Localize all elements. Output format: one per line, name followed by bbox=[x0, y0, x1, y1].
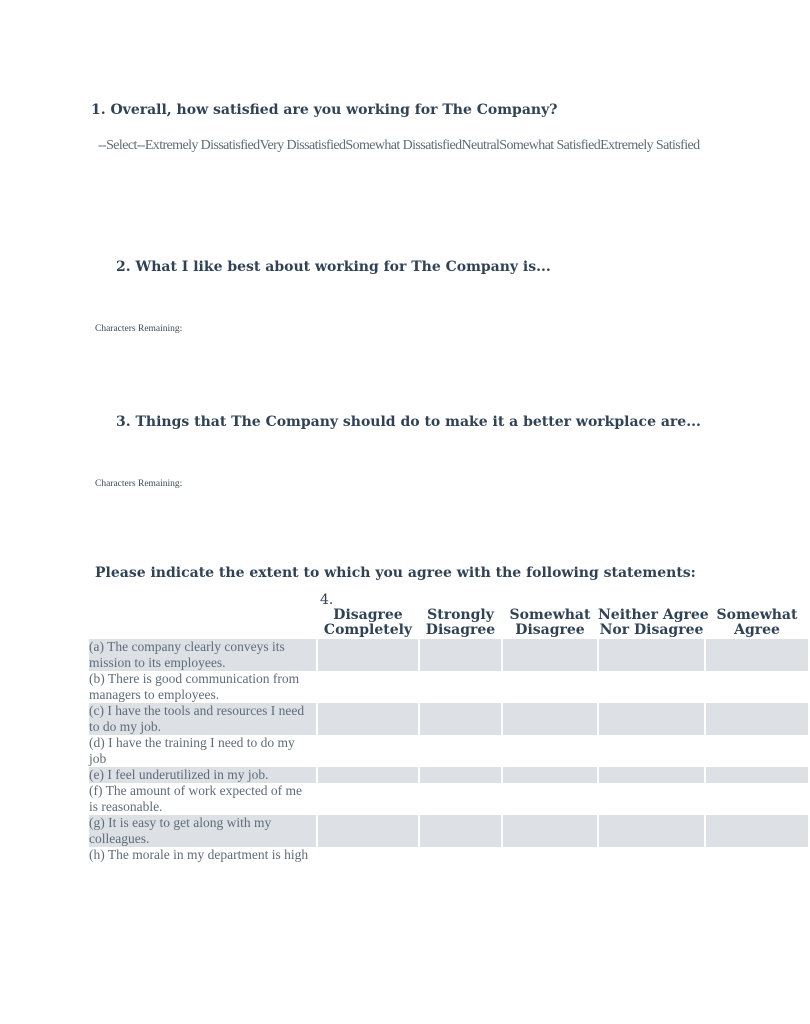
response-cell[interactable] bbox=[419, 703, 502, 735]
matrix-row bbox=[89, 767, 809, 783]
response-cell[interactable] bbox=[317, 847, 419, 879]
satisfaction-select[interactable]: --Select--Extremely DissatisfiedVery DissatisfiedSomewhat DissatisfiedNeutralSomewhat SatisfiedExtremely Satisfied bbox=[98, 138, 700, 153]
matrix-header-row bbox=[89, 606, 809, 639]
response-cell[interactable] bbox=[598, 767, 705, 783]
response-cell[interactable] bbox=[317, 767, 419, 783]
response-cell[interactable] bbox=[502, 783, 598, 815]
response-cell[interactable] bbox=[705, 783, 809, 815]
matrix-row bbox=[89, 783, 809, 815]
question-4-intro: Please indicate the extent to which you agree with the following statements: bbox=[95, 565, 696, 581]
column-header: Neither Agree Nor Disagree bbox=[598, 607, 709, 638]
response-cell[interactable] bbox=[419, 847, 502, 879]
response-cell[interactable] bbox=[317, 671, 419, 703]
response-cell[interactable] bbox=[705, 671, 809, 703]
response-cell[interactable] bbox=[419, 639, 502, 671]
question-4-number: 4. bbox=[320, 592, 334, 608]
response-cell[interactable] bbox=[705, 767, 809, 783]
response-cell[interactable] bbox=[705, 703, 809, 735]
matrix-row bbox=[89, 671, 809, 703]
response-cell[interactable] bbox=[317, 735, 419, 767]
response-cell[interactable] bbox=[598, 783, 705, 815]
response-cell[interactable] bbox=[598, 671, 705, 703]
response-cell[interactable] bbox=[419, 767, 502, 783]
response-cell[interactable] bbox=[419, 783, 502, 815]
question-1-label: 1. Overall, how satisfied are you working for The Company? bbox=[91, 102, 558, 118]
response-cell[interactable] bbox=[705, 847, 809, 879]
response-cell[interactable] bbox=[598, 847, 705, 879]
matrix-row bbox=[89, 639, 809, 671]
agreement-matrix bbox=[89, 606, 810, 879]
characters-remaining-label: Characters Remaining: bbox=[95, 479, 183, 489]
response-cell[interactable] bbox=[598, 735, 705, 767]
response-cell[interactable] bbox=[419, 735, 502, 767]
response-cell[interactable] bbox=[502, 847, 598, 879]
statement-text: (e) I feel underutilized in my job. bbox=[89, 767, 317, 783]
response-cell[interactable] bbox=[502, 639, 598, 671]
column-header: Somewhat Agree bbox=[716, 607, 798, 638]
response-cell[interactable] bbox=[598, 815, 705, 847]
matrix-row bbox=[89, 815, 809, 847]
response-cell[interactable] bbox=[502, 767, 598, 783]
response-cell[interactable] bbox=[598, 639, 705, 671]
response-cell[interactable] bbox=[502, 703, 598, 735]
statement-text: (f) The amount of work expected of me is reasonable. bbox=[89, 783, 317, 815]
matrix-row bbox=[89, 847, 809, 879]
response-cell[interactable] bbox=[598, 703, 705, 735]
response-cell[interactable] bbox=[705, 639, 809, 671]
response-cell[interactable] bbox=[502, 735, 598, 767]
statement-text: (g) It is easy to get along with my colleagues. bbox=[89, 815, 317, 847]
response-cell[interactable] bbox=[705, 815, 809, 847]
column-header: Disagree Completely bbox=[323, 607, 413, 638]
statement-text: (c) I have the tools and resources I need to do my job. bbox=[89, 703, 317, 735]
question-2-label: 2. What I like best about working for The Company is... bbox=[116, 259, 551, 275]
response-cell[interactable] bbox=[419, 671, 502, 703]
matrix-row bbox=[89, 703, 809, 735]
statement-text: (d) I have the training I need to do my job bbox=[89, 735, 317, 767]
response-cell[interactable] bbox=[317, 783, 419, 815]
statement-column-header bbox=[89, 606, 317, 639]
response-cell[interactable] bbox=[317, 703, 419, 735]
response-cell[interactable] bbox=[317, 639, 419, 671]
column-header: Somewhat Disagree bbox=[509, 607, 591, 638]
response-cell[interactable] bbox=[502, 815, 598, 847]
question-3-label: 3. Things that The Company should do to make it a better workplace are... bbox=[116, 414, 701, 430]
statement-text: (a) The company clearly conveys its mission to its employees. bbox=[89, 639, 317, 671]
statement-text: (h) The morale in my department is high bbox=[89, 847, 317, 879]
response-cell[interactable] bbox=[317, 815, 419, 847]
characters-remaining-label: Characters Remaining: bbox=[95, 324, 183, 334]
response-cell[interactable] bbox=[705, 735, 809, 767]
response-cell[interactable] bbox=[502, 671, 598, 703]
column-header: Strongly Disagree bbox=[425, 607, 496, 638]
response-cell[interactable] bbox=[419, 815, 502, 847]
matrix-row bbox=[89, 735, 809, 767]
statement-text: (b) There is good communication from managers to employees. bbox=[89, 671, 317, 703]
